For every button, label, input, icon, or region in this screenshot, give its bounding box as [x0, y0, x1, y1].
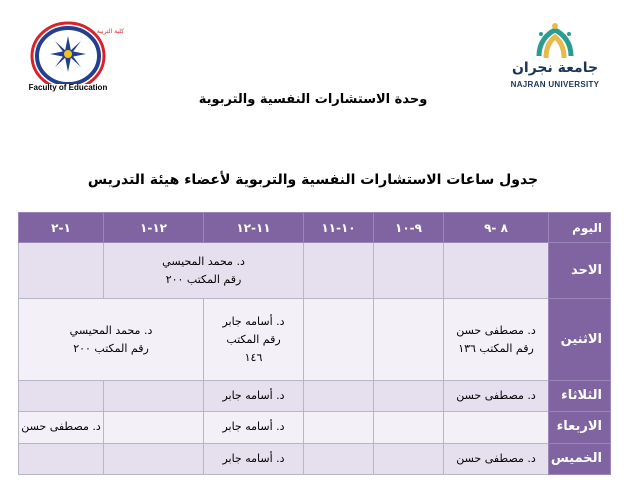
advisor-name: د. مصطفى حسن	[456, 323, 536, 337]
header-day: اليوم	[549, 213, 611, 243]
najran-university-logo	[497, 22, 613, 94]
header-slot-6: ١-٢	[19, 213, 104, 243]
table-row	[19, 299, 611, 381]
cell-tuesday-slot-6	[19, 380, 104, 411]
table-row	[19, 243, 611, 299]
cell-thursday-slot-3	[304, 443, 374, 474]
cell-monday-slot-2	[374, 299, 444, 381]
day-thursday: الخميس	[549, 443, 611, 474]
office-number: رقم المكتب ٢٠٠	[73, 341, 149, 355]
cell-monday-slot-1	[444, 299, 549, 381]
header-slot-4: ١١-١٢	[204, 213, 304, 243]
cell-tuesday-slot-5	[104, 380, 204, 411]
cell-tuesday-slot-3	[304, 380, 374, 411]
day-sunday: الاحد	[549, 243, 611, 299]
schedule-title: جدول ساعات الاستشارات النفسية والتربوية لأعضاء هيئة التدريس	[87, 172, 539, 188]
cell-sunday-slot-6	[19, 243, 104, 299]
cell-thursday-slot-5	[104, 443, 204, 474]
cell-wednesday-slot-4: د. أسامه جابر	[204, 412, 304, 443]
najran-english-name: NAJRAN UNIVERSITY	[510, 80, 600, 89]
cell-tuesday-slot-1: د. مصطفى حسن	[444, 380, 549, 411]
office-label: رقم المكتب	[226, 332, 281, 346]
cell-thursday-slot-2	[374, 443, 444, 474]
advisor-name: د. محمد المحيسي	[162, 254, 245, 268]
consultation-hours-table	[18, 212, 611, 475]
cell-wednesday-slot-3	[304, 412, 374, 443]
office-number: ١٤٦	[244, 350, 263, 364]
cell-sunday-slot-1	[444, 243, 549, 299]
cell-sunday-slot-3	[304, 243, 374, 299]
cell-wednesday-slot-6: د. مصطفى حسن	[19, 412, 104, 443]
unit-title: وحدة الاستشارات النفسية والتربوية	[198, 92, 428, 107]
cell-tuesday-slot-2	[374, 380, 444, 411]
faculty-logo-arabic-text: كلية التربية	[96, 28, 124, 35]
cell-monday-slot-3	[304, 299, 374, 381]
cell-wednesday-slot-1	[444, 412, 549, 443]
faculty-of-education-logo	[14, 18, 122, 98]
cell-thursday-slot-1: د. مصطفى حسن	[444, 443, 549, 474]
day-wednesday: الاربعاء	[549, 412, 611, 443]
header-slot-3: ١٠-١١	[304, 213, 374, 243]
table-row	[19, 412, 611, 443]
cell-monday-slot-5-6	[19, 299, 204, 381]
header-row	[19, 213, 611, 243]
advisor-name: د. محمد المحيسي	[69, 323, 153, 337]
table-row	[19, 443, 611, 474]
office-number: رقم المكتب ١٣٦	[458, 341, 534, 355]
header-slot-2: ٩-١٠	[374, 213, 444, 243]
advisor-name: د. أسامه جابر	[222, 314, 285, 328]
header-slot-1: ٨ -٩	[444, 213, 549, 243]
cell-sunday-slot-4-5	[104, 243, 304, 299]
cell-tuesday-slot-4: د. أسامه جابر	[204, 380, 304, 411]
cell-wednesday-slot-5	[104, 412, 204, 443]
cell-thursday-slot-4: د. أسامه جابر	[204, 443, 304, 474]
najran-arabic-name: جامعة نجران	[511, 60, 599, 76]
cell-wednesday-slot-2	[374, 412, 444, 443]
day-monday: الاثنين	[549, 299, 611, 381]
cell-monday-slot-4	[204, 299, 304, 381]
office-number: رقم المكتب ٢٠٠	[165, 272, 242, 286]
table-row	[19, 380, 611, 411]
faculty-logo-ring-text: Faculty of Education	[28, 83, 108, 92]
cell-thursday-slot-6	[19, 443, 104, 474]
header-slot-5: ١٢-١	[104, 213, 204, 243]
day-tuesday: الثلاثاء	[549, 380, 611, 411]
cell-sunday-slot-2	[374, 243, 444, 299]
